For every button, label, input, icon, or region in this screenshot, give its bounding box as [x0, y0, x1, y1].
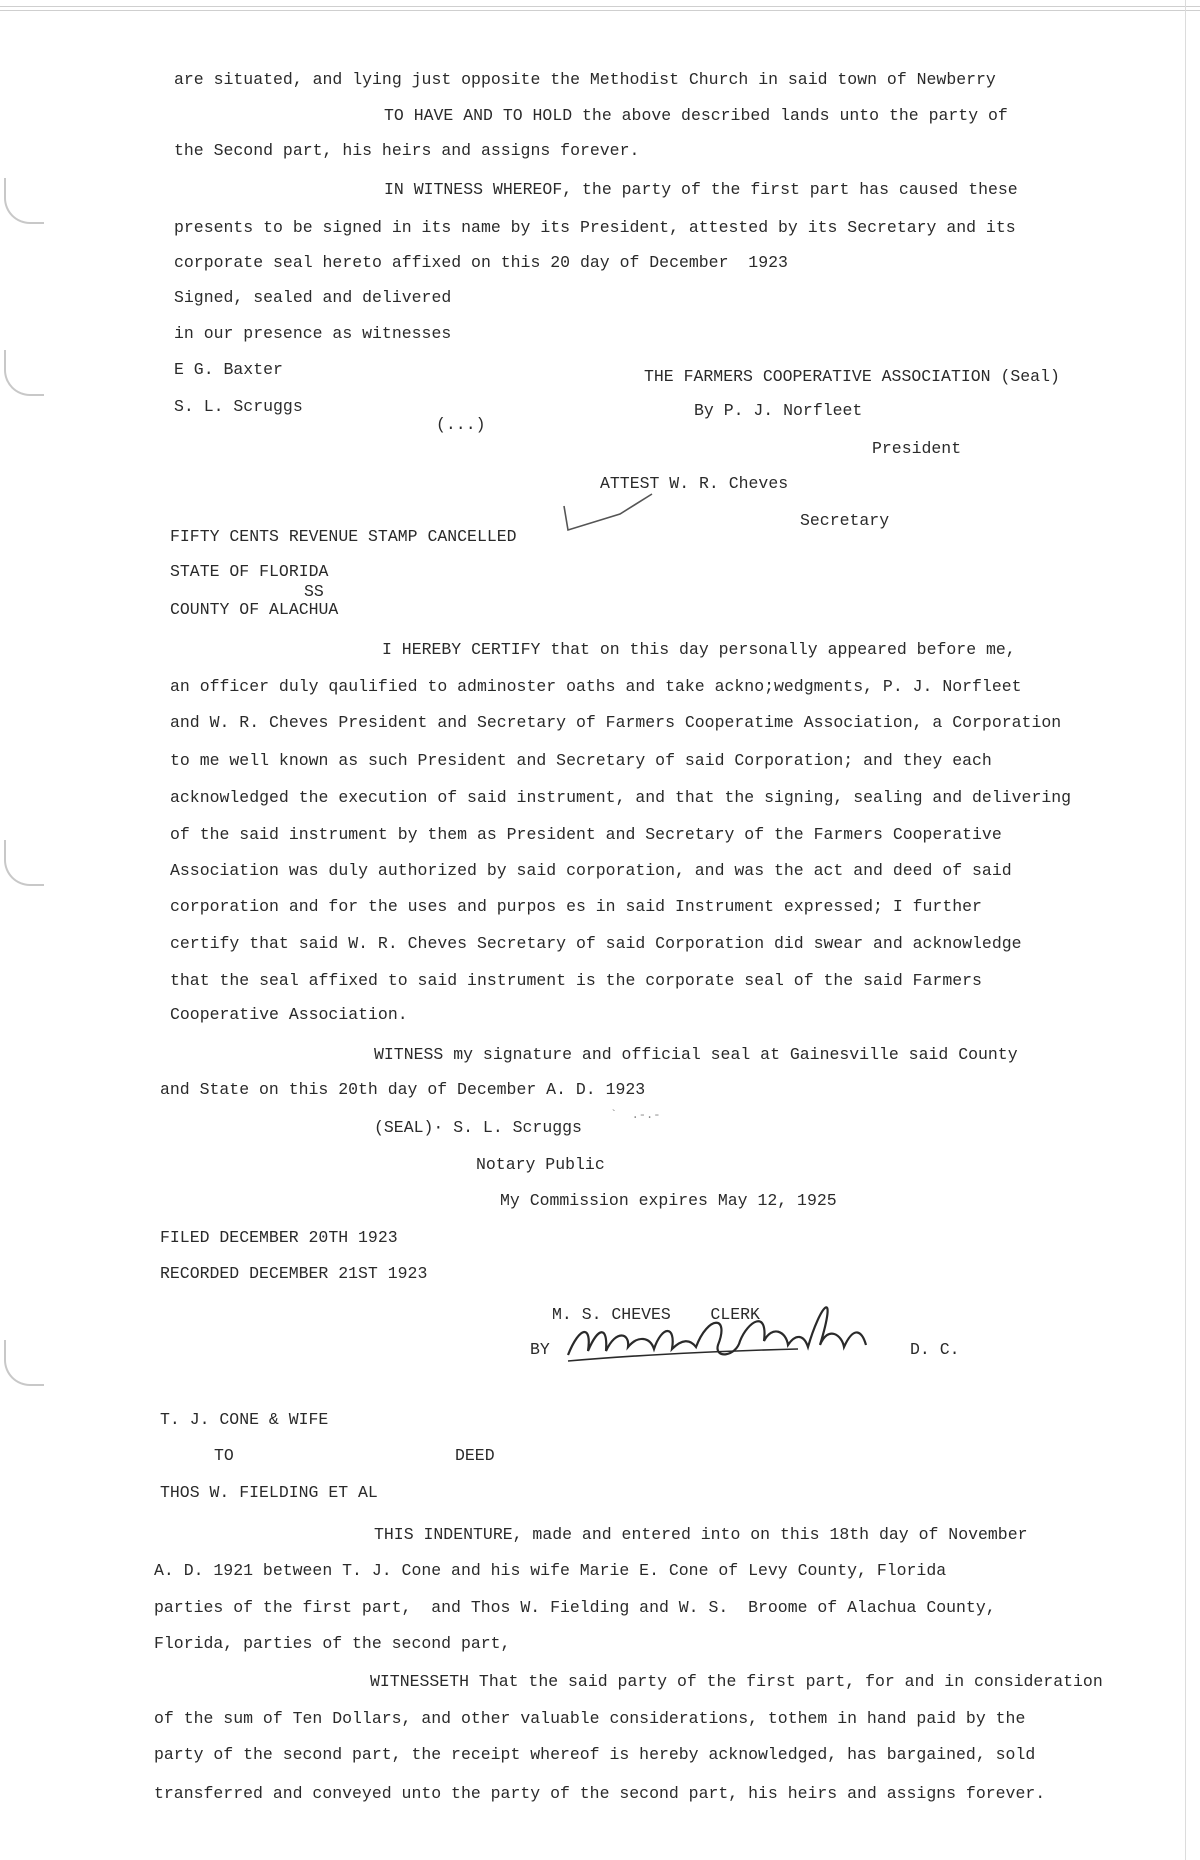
venue-ss: SS [304, 582, 324, 601]
indenture-line: parties of the first part, and Thos W. Fielding and W. S. Broome of Alachua County, [154, 1598, 996, 1617]
deed1-line: are situated, and lying just opposite the Methodist Church in said town of Newberry [174, 70, 996, 89]
grantee-heading: THOS W. FIELDING ET AL [160, 1483, 378, 1502]
certificate-line: and W. R. Cheves President and Secretary of Farmers Cooperatime Association, a Corporation [170, 713, 1062, 732]
indenture-line: party of the second part, the receipt whereof is hereby acknowledged, has bargained, sold [154, 1745, 1036, 1764]
filed-date: FILED DECEMBER 20TH 1923 [160, 1228, 398, 1247]
binder-hole-mark [4, 840, 44, 886]
certificate-line: Association was duly authorized by said corporation, and was the act and deed of said [170, 861, 1012, 880]
witness-clause-line: presents to be signed in its name by its President, attested by its Secretary and its [174, 218, 1016, 237]
omission-mark: (...) [436, 415, 486, 434]
certificate-line: that the seal affixed to said instrument is the corporate seal of the said Farmers [170, 971, 982, 990]
witness-clause-line: corporate seal hereto affixed on this 20 day of December 1923 [174, 253, 788, 272]
venue-county: COUNTY OF ALACHUA [170, 600, 339, 619]
certificate-line: to me well known as such President and Secretary of said Corporation; and they each [170, 751, 992, 770]
president-title: President [872, 439, 962, 458]
notary-witness-line: WITNESS my signature and official seal at Gainesville said County [374, 1045, 1018, 1064]
indenture-line: THIS INDENTURE, made and entered into on this 18th day of November [374, 1525, 1028, 1544]
habendum-line: the Second part, his heirs and assigns forever. [174, 141, 640, 160]
association-name: THE FARMERS COOPERATIVE ASSOCIATION (Seal) [644, 367, 1060, 386]
habendum-line: TO HAVE AND TO HOLD the above described lands unto the party of [384, 106, 1008, 125]
indenture-line: Florida, parties of the second part, [154, 1634, 511, 1653]
certificate-line: certify that said W. R. Cheves Secretary of said Corporation did swear and acknowledge [170, 934, 1022, 953]
indenture-line: transferred and conveyed unto the party of the second part, his heirs and assigns forever. [154, 1784, 1046, 1803]
notary-signature: (SEAL)· S. L. Scruggs [374, 1118, 582, 1137]
certificate-line: corporation and for the uses and purpos es in said Instrument expressed; I further [170, 897, 982, 916]
certificate-line: an officer duly qaulified to adminoster oaths and take ackno;wedgments, P. J. Norfleet [170, 677, 1022, 696]
deed-heading: DEED [455, 1446, 495, 1465]
venue-state: STATE OF FLORIDA [170, 562, 329, 581]
binder-hole-mark [4, 1340, 44, 1386]
binder-hole-mark [4, 350, 44, 396]
deputy-clerk-label: D. C. [910, 1340, 960, 1359]
notary-title: Notary Public [476, 1155, 605, 1174]
check-mark-icon [560, 492, 656, 542]
revenue-stamp-note: FIFTY CENTS REVENUE STAMP CANCELLED [170, 527, 517, 546]
page-top-rule-2 [0, 10, 1200, 11]
commission-expiry: My Commission expires May 12, 1925 [500, 1191, 837, 1210]
page-right-edge [1185, 0, 1186, 1860]
indenture-line: of the sum of Ten Dollars, and other valuable considerations, tothem in hand paid by the [154, 1709, 1026, 1728]
by-label: BY [530, 1340, 550, 1359]
page-top-rule [0, 6, 1200, 7]
signed-line: in our presence as witnesses [174, 324, 452, 343]
witness-clause-line: IN WITNESS WHEREOF, the party of the first part has caused these [384, 180, 1018, 199]
notary-witness-line: and State on this 20th day of December A. D. 1923 [160, 1080, 646, 1099]
to-heading: TO [214, 1446, 234, 1465]
signed-line: Signed, sealed and delivered [174, 288, 452, 307]
certificate-line: of the said instrument by them as President and Secretary of the Farmers Cooperative [170, 825, 1002, 844]
secretary-title: Secretary [800, 511, 890, 530]
witness-name: S. L. Scruggs [174, 397, 303, 416]
attest-line: ATTEST W. R. Cheves [600, 474, 789, 493]
by-president: By P. J. Norfleet [694, 401, 863, 420]
witness-name: E G. Baxter [174, 360, 283, 379]
indenture-line: A. D. 1921 between T. J. Cone and his wife Marie E. Cone of Levy County, Florida [154, 1561, 947, 1580]
grantor-heading: T. J. CONE & WIFE [160, 1410, 329, 1429]
certificate-line: acknowledged the execution of said instrument, and that the signing, sealing and delivering [170, 788, 1072, 807]
certificate-line: I HEREBY CERTIFY that on this day personally appeared before me, [382, 640, 1016, 659]
recorded-date: RECORDED DECEMBER 21ST 1923 [160, 1264, 428, 1283]
indenture-line: WITNESSETH That the said party of the first part, for and in consideration [370, 1672, 1103, 1691]
scan-speck: ` .-.- [610, 1108, 661, 1122]
handwritten-signature-icon [558, 1285, 898, 1375]
clerk-name: M. S. CHEVES CLERK [552, 1305, 760, 1324]
certificate-line: Cooperative Association. [170, 1005, 408, 1024]
binder-hole-mark [4, 178, 44, 224]
